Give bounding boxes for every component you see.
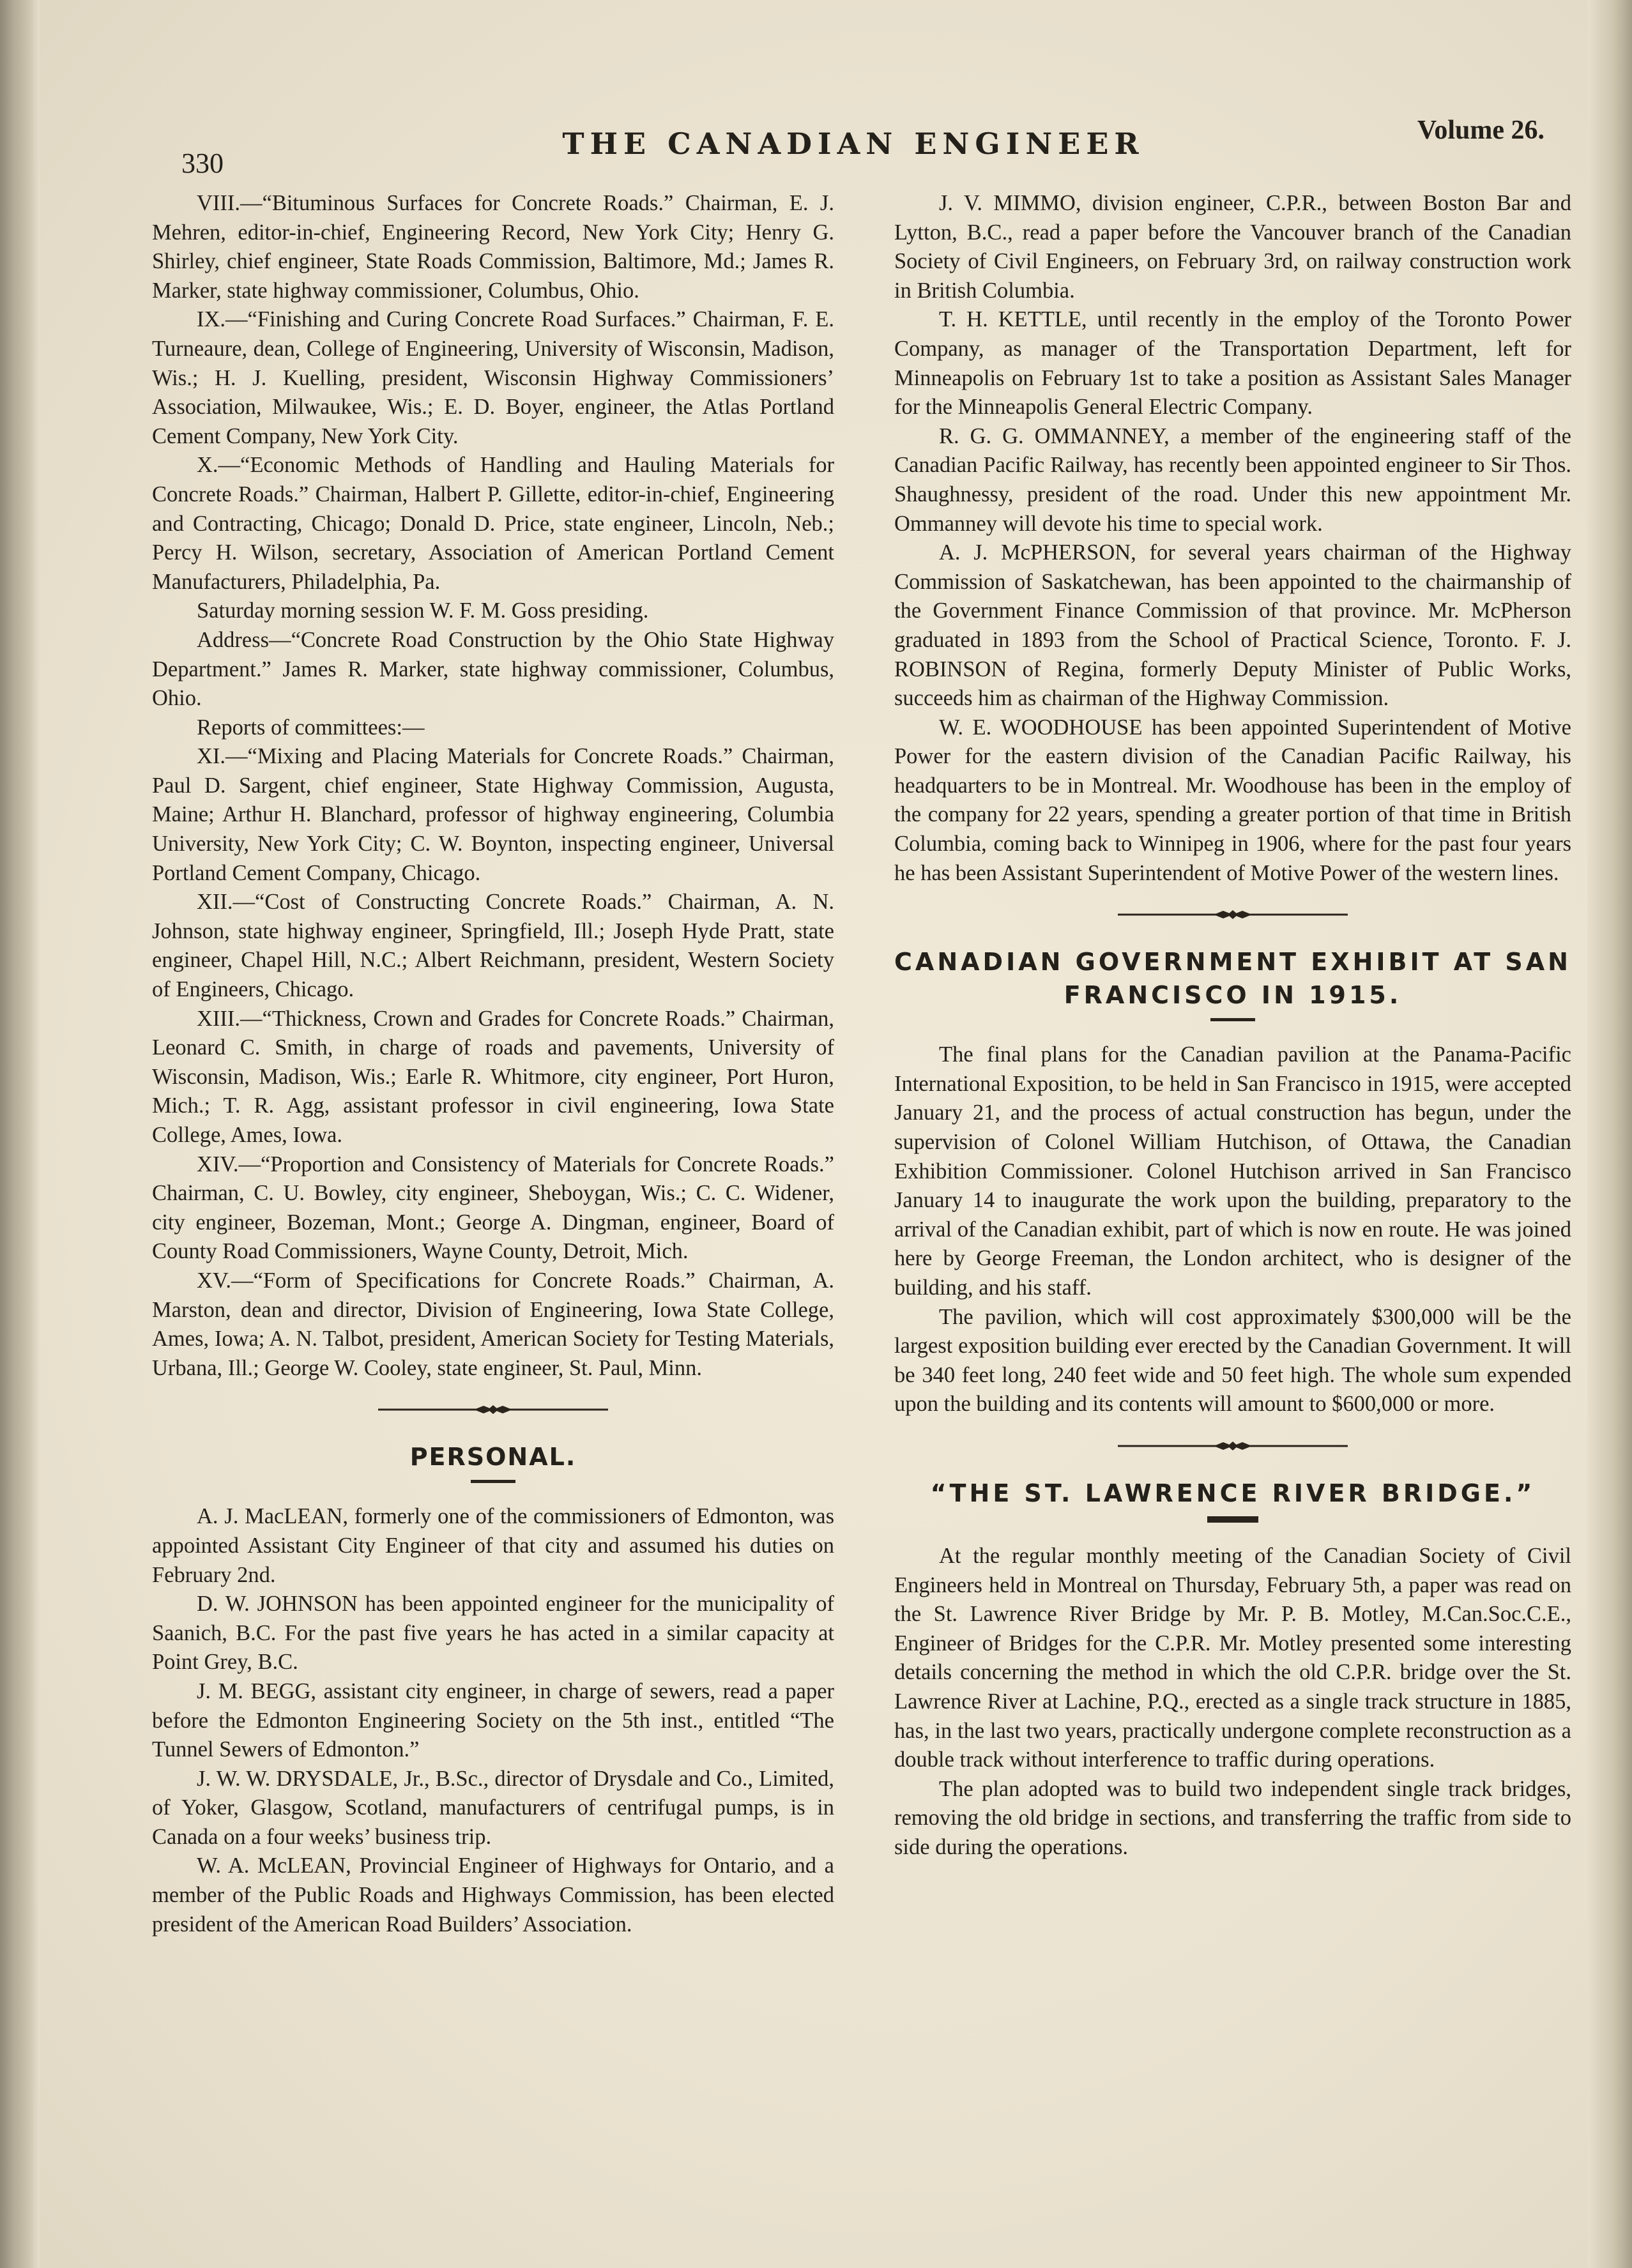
personal-heading: PERSONAL. — [409, 1443, 577, 1472]
session-paragraph: Saturday morning session W. F. M. Goss presiding. — [197, 598, 649, 623]
personal-paragraph: J. W. W. DRYSDALE, Jr., B.Sc., director of Drysdale and Co., Limited, of Yoker, Glasgow, Scotland, manufacturers of centrifugal pumps, is in Canada on a four weeks’ business trip. — [152, 1766, 834, 1849]
bridge-paragraph: The plan adopted was to build two independent single track bridges, removing the old bridge in sections, and transferring the traffic from side to side during the operations. — [894, 1776, 1571, 1859]
committee-paragraph: XII.—“Cost of Constructing Concrete Roads.” Chairman, A. N. Johnson, state highway engineer, Springfield, Ill.; Joseph Hyde Pratt, state engineer, Chapel Hill, N.C.; Albert Reichmann, president, Western Society of Engineers, Chicago. — [152, 890, 834, 1002]
page-number: 330 — [181, 148, 224, 179]
heading-rule — [471, 1480, 515, 1483]
heading-rule — [1210, 1018, 1255, 1021]
bridge-heading: “THE ST. LAWRENCE RIVER BRIDGE.” — [930, 1479, 1536, 1507]
personal-paragraph: W. A. McLEAN, Provincial Engineer of Highways for Ontario, and a member of the Public Roads and Highways Commission, has been elected president of the American Road Builders’ Association. — [152, 1853, 834, 1937]
page-header — [151, 107, 1556, 179]
heading-rule — [1207, 1516, 1258, 1523]
bridge-paragraph: At the regular monthly meeting of the Canadian Society of Civil Engineers held in Montreal on Thursday, February 5th, a paper was read on the St. Lawrence River Bridge by Mr. P. B. Motley, M.Can.Soc.C.E., Engineer of Bridges for the C.P.R. Mr. Motley presented some interesting details concerning the method in which the old C.P.R. bridge over the St. Lawrence River at Lachine, P.Q., erected as a single track structure in 1885, has, in the last two years, practically undergone complete reconstruction as a double track without interference to traffic during operations. — [894, 1543, 1571, 1772]
personal-paragraph: J. M. BEGG, assistant city engineer, in charge of sewers, read a paper before the Edmonton Engineering Society on the 5th inst., entitled “The Tunnel Sewers of Edmonton.” — [152, 1678, 834, 1762]
committee-paragraph: XIV.—“Proportion and Consistency of Materials for Concrete Roads.” Chairman, C. U. Bowley, city engineer, Sheboygan, Wis.; C. C. Widener, city engineer, Bozeman, Mont.; George A. Dingman, engineer, Board of County Road Commissioners, Wayne County, Detroit, Mich. — [152, 1152, 834, 1264]
committee-paragraph: XV.—“Form of Specifications for Concrete Roads.” Chairman, A. Marston, dean and director, Division of Engineering, Iowa State College, Ames, Iowa; A. N. Talbot, president, American Society for Testing Materials, Urbana, Ill.; George W. Cooley, state engineer, St. Paul, Minn. — [152, 1268, 834, 1380]
personal-paragraph: R. G. G. OMMANNEY, a member of the engineering staff of the Canadian Pacific Railway, has recently been appointed engineer to Sir Thos. Shaughnessy, president of the road. Under this new appointment Mr. Ommanney will devote his time to special work. — [894, 423, 1571, 536]
left-column — [152, 189, 834, 1939]
committee-paragraph: IX.—“Finishing and Curing Concrete Road Surfaces.” Chairman, F. E. Turneaure, dean, College of Engineering, University of Wisconsin, Madison, Wis.; H. J. Kuelling, president, Wisconsin Highway Commissioners’ Association, Milwaukee, Wis.; E. D. Boyer, engineer, the Atlas Portland Cement Company, New York City. — [152, 307, 834, 448]
personal-paragraph: J. V. MIMMO, division engineer, C.P.R., between Boston Bar and Lytton, B.C., read a paper before the Vancouver branch of the Canadian Society of Civil Engineers, on February 3rd, on railway construction work in British Columbia. — [894, 191, 1571, 303]
committee-paragraph: X.—“Economic Methods of Handling and Hauling Materials for Concrete Roads.” Chairman, Halbert P. Gillette, editor-in-chief, Engineering and Contracting, Chicago; Donald D. Price, state engineer, Lincoln, Neb.; Percy H. Wilson, secretary, Association of American Portland Cement Manufacturers, Philadelphia, Pa. — [152, 453, 834, 594]
section-ornament — [894, 907, 1571, 945]
committee-paragraph: XIII.—“Thickness, Crown and Grades for Concrete Roads.” Chairman, Leonard C. Smith, in charge of roads and pavements, University of Wisconsin, Madison, Wis.; Earle R. Whitmore, city engineer, Port Huron, Mich.; T. R. Agg, assistant professor in civil engineering, Iowa State College, Ames, Iowa. — [152, 1006, 834, 1147]
exhibit-paragraph: The final plans for the Canadian pavilion at the Panama-Pacific International Exposition, to be held in San Francisco in 1915, were accepted January 21, and the process of actual construction has begun, under the supervision of Colonel William Hutchison, of Ottawa, the Canadian Exhibition Commissioner. Colonel Hutchison arrived in San Francisco January 14 to inaugurate the work upon the building, preparatory to the arrival of the Canadian exhibit, part of which is now en route. He was joined here by George Freeman, the London architect, who is designer of the building, and his staff. — [894, 1042, 1571, 1300]
personal-paragraph: A. J. MacLEAN, formerly one of the commissioners of Edmonton, was appointed Assistant City Engineer of that city and assumed his duties on February 2nd. — [152, 1504, 834, 1587]
section-ornament — [152, 1402, 834, 1440]
section-ornament — [894, 1438, 1571, 1477]
exhibit-paragraph: The pavilion, which will cost approximately $300,000 will be the largest exposition building ever erected by the Canadian Government. It will be 340 feet long, 240 feet wide and 50 feet high. The whole sum expended upon the building and its contents will amount to $600,000 or more. — [894, 1304, 1571, 1417]
committee-paragraph: VIII.—“Bituminous Surfaces for Concrete Roads.” Chairman, E. J. Mehren, editor-in-chief, Engineering Record, New York City; Henry G. Shirley, chief engineer, State Roads Commission, Baltimore, Md.; James R. Marker, state highway commissioner, Columbus, Ohio. — [152, 191, 834, 303]
personal-paragraph: T. H. KETTLE, until recently in the employ of the Toronto Power Company, as manager of the Transportation Department, left for Minneapolis on February 1st to take a position as Assistant Sales Manager for the Minneapolis General Electric Company. — [894, 307, 1571, 420]
personal-paragraph: A. J. McPHERSON, for several years chairman of the Highway Commission of Saskatchewan, has been appointed to the chairmanship of the Government Finance Commission of that province. Mr. McPherson graduated in 1893 from the School of Practical Science, Toronto. F. J. ROBINSON of Regina, formerly Deputy Minister of Public Works, succeeds him as chairman of the Highway Commission. — [894, 540, 1571, 711]
page-edge-shadow — [1587, 0, 1632, 2268]
personal-paragraph: D. W. JOHNSON has been appointed engineer for the municipality of Saanich, B.C. For the past five years he has acted in a similar capacity at Point Grey, B.C. — [152, 1592, 834, 1675]
personal-paragraph: W. E. WOODHOUSE has been appointed Superintendent of Motive Power for the eastern division of the Canadian Pacific Railway, his headquarters to be in Montreal. Mr. Woodhouse has been in the employ of the company for 22 years, spending a greater portion of that time in British Columbia, coming back to Winnipeg in 1906, where for the past four years he has been Assistant Superintendent of Motive Power of the western lines. — [894, 715, 1571, 885]
reports-paragraph: Reports of committees:— — [197, 715, 425, 740]
committee-paragraph: XI.—“Mixing and Placing Materials for Concrete Roads.” Chairman, Paul D. Sargent, chief engineer, State Highway Commission, Augusta, Maine; Arthur H. Blanchard, professor of highway engineering, Columbia University, New York City; C. W. Boynton, inspecting engineer, Universal Portland Cement Company, Chicago. — [152, 744, 834, 885]
exhibit-heading: CANADIAN GOVERNMENT EXHIBIT AT SAN FRANCISCO IN 1915. — [894, 948, 1571, 1010]
right-column — [894, 189, 1571, 1862]
book-binding-shadow — [0, 0, 40, 2268]
volume-label: Volume 26. — [1417, 116, 1544, 145]
address-paragraph: Address—“Concrete Road Construction by the Ohio State Highway Department.” James R. Marker, state highway commissioner, Columbus, Ohio. — [152, 627, 834, 711]
journal-title: THE CANADIAN ENGINEER — [562, 126, 1145, 161]
